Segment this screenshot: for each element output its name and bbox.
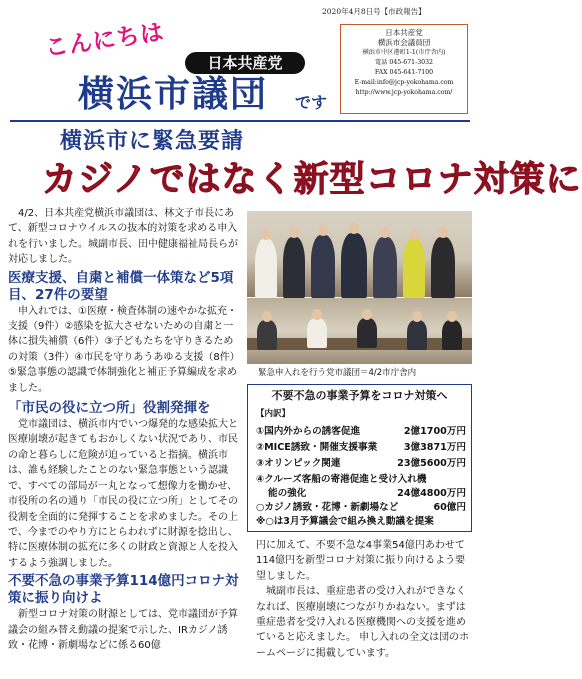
budget-item-amount: 60億円 <box>433 502 466 513</box>
contact-url: http://www.jcp-yokohama.com/ <box>355 89 453 96</box>
issue-date: 2020年4月8日号【市政報告】 <box>322 7 426 16</box>
header-divider <box>10 120 470 122</box>
budget-item-amount: 3億3871万円 <box>403 442 466 453</box>
meeting-photo-standing <box>247 211 472 297</box>
budget-item <box>256 439 468 453</box>
budget-item <box>256 485 468 499</box>
role-paragraph: 党市議団は、横浜市内でいつ爆発的な感染拡大と医療崩壊が起きてもおかしくない状況であり、市民の命と暮らしに危険が迫っていると指摘。横浜市は、誰も経験したことのない緊急事態という認識で、すべての部局が一丸となって想像力を働かせ、市役所の名の通り「市民の役に立つ所」としてその役割を全面的に発揮することを求めました。その上で、今までのやり方にとらわれずに財源を捻出し、特に医療体制の拡充に多くの財政と資源と人を投入するよう強調しました。 <box>8 419 238 569</box>
intro-paragraph: 4/2、日本共産党横浜市議団は、林文子市長にあて、新型コロナウイルスの抜本的対策を求める申入れを行いました。城副市長、田中健康福祉局長らが対応しました。 <box>8 208 238 266</box>
masthead-suffix: です <box>295 93 328 112</box>
greeting-text: こんにちは <box>43 19 166 62</box>
budget-item-amount: 23億5600万円 <box>397 458 466 469</box>
contact-email: E-mail:info@jcp-yokohama.com <box>354 79 454 86</box>
subheading-budget: 不要不急の事業予算114億円コロナ対策に振り向けよ <box>8 573 239 607</box>
contact-line: 横浜市中区港町1-1(市庁舎内) <box>362 49 446 56</box>
budget-box <box>247 384 472 532</box>
subheading-role: 「市民の役に立つ所」役割発揮を <box>8 400 211 417</box>
budget-item-name: ③オリンピック関連 <box>256 458 341 469</box>
budget-item <box>256 471 468 485</box>
budget-item-name: ②MICE誘致・開催支援事業 <box>256 442 378 453</box>
headline-kicker: 横浜市に緊急要請 <box>60 129 245 154</box>
budget-item-name: ①国内外からの誘客促進 <box>256 426 361 437</box>
article-right-column <box>256 538 474 661</box>
contact-line: FAX 045-641-7100 <box>374 69 434 76</box>
headline-main: カジノではなく新型コロナ対策に <box>42 160 582 200</box>
budget-item-name: ④クルーズ客船の寄港促進と受け入れ機 <box>256 474 427 485</box>
budget-item-amount: 2億1700万円 <box>403 426 466 437</box>
budget-box-note: ※○は3月予算議会で組み換え動議を提案 <box>256 516 434 527</box>
budget-box-label: 【内訳】 <box>256 409 291 419</box>
meeting-photo-table <box>247 298 472 364</box>
article-left-column <box>8 206 240 653</box>
budget-item <box>256 499 468 513</box>
budget-item-name: ○カジノ誘致・花博・新劇場など <box>256 502 399 513</box>
contact-line: 電話 045-671-3032 <box>375 59 433 66</box>
budget-item <box>256 423 468 437</box>
budget-item <box>256 455 468 469</box>
demands-paragraph: 申入れでは、①医療・検査体制の速やかな拡充・支援（9件）②感染を拡大させないための自粛と一体に損失補償（6件）③子どもたちを守りきるための対策（3件）④市民を守りあうあゆる支援（8件）⑤緊急事態の認識で体制強化と補正予算編成を求めました。 <box>8 305 240 394</box>
subheading-demands: 医療支援、自粛と補償一体策など5項目、27件の要望 <box>8 269 234 303</box>
contact-box <box>340 24 468 114</box>
budget-box-title: 不要不急の事業予算をコロナ対策へ <box>271 389 448 402</box>
budget-item-name: 能の強化 <box>268 488 307 499</box>
contact-line: 横浜市会議員団 <box>377 38 431 47</box>
response-paragraph: 城副市長は、重症患者の受け入れができなくなれば、医療崩壊につながりかねない。まずは重症患者を受け入れる医療機関への支援を進めていると応えました。 申し入れの全文は団のホームページに掲載しています。 <box>256 586 470 659</box>
contact-line: 日本共産党 <box>385 28 423 37</box>
party-badge: 日本共産党 <box>185 52 305 74</box>
continued-paragraph: 円に加えて、不要不急な4事業54億円あわせて114億円を新型コロナ対策に振り向けるよう要望しました。 <box>256 540 466 582</box>
budget-item-amount: 24億4800万円 <box>397 488 466 499</box>
photo-caption: 緊急申入れを行う党市議団＝4/2市庁舎内 <box>258 368 417 378</box>
budget-paragraph: 新型コロナ対策の財源としては、党市議団が予算議会の組み替え動議の提案で示した、IRカジノ誘致・花博・新劇場などに係る60億 <box>8 609 238 651</box>
masthead-title: 横浜市議団 <box>78 74 269 115</box>
